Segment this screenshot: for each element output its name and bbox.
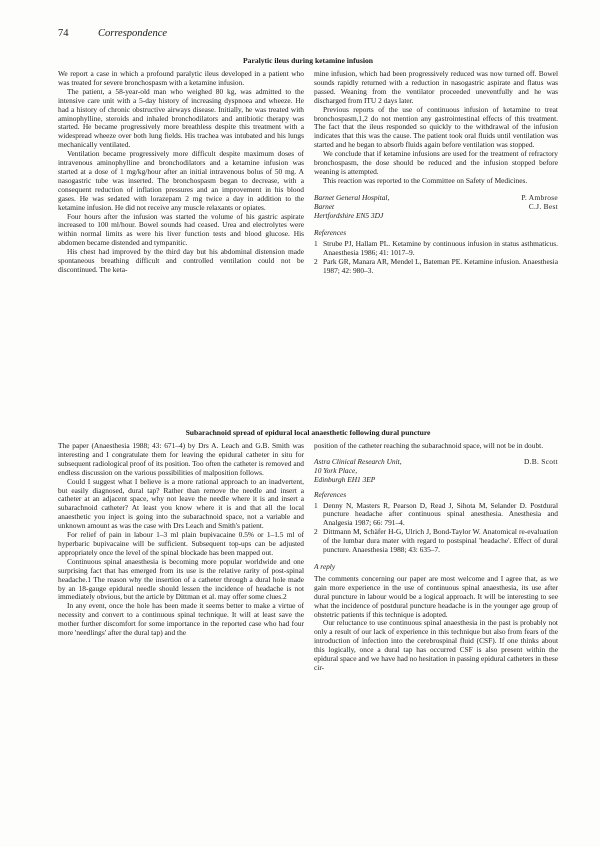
article-2-right-column: [314, 442, 558, 673]
paragraph: The patient, a 58-year-old man who weighed 80 kg, was admitted to the intensive care unit with a 5-day history of increasing dyspnoea and wheeze. He had a history of chronic obstructive airways disease. Initially, he was treated with aminophylline, steroids and inhaled bronchodilators and antibiotic therapy was started. He became progressively more breathless despite this treatment with a widespread wheeze over both lung fields. His trachea was intubated and his lungs mechanically ventilated.: [58, 86, 304, 150]
references-heading: References: [314, 489, 347, 499]
paragraph: His chest had improved by the third day but his abdominal distension made spontaneous breathing difficult and controlled ventilation could not be discontinued. The keta-: [58, 247, 304, 274]
paragraph: We report a case in which a profound paralytic ileus developed in a patient who was treated for severe bronchospasm with a ketamine infusion.: [58, 69, 304, 87]
paragraph: Continuous spinal anaesthesia is becoming more popular worldwide and one surprising fact that has emerged from its use is the relative rarity of post-spinal headache.1 The reason why the insertion of a catheter through a dural hole made by an 18-gauge epidural needle should lessen the incidence of headache is not immediately obvious, but the article by Dittman et al. may offer some clues.2: [58, 556, 304, 602]
article-2-title: Subarachnoid spread of epidural local anaesthetic following dural puncture: [185, 428, 431, 437]
paragraph: For relief of pain in labour 1–3 ml plain bupivacaine 0.5% or 1–1.5 ml of hyperbaric bupivacaine will be sufficient. Subsequent top-ups can be adjusted appropriately once the level of the spinal blockade has been mapped out.: [58, 530, 304, 557]
author-address-line: Edinburgh EH1 3EP: [314, 474, 376, 484]
reply-heading: A reply: [314, 561, 336, 571]
references-heading: References: [314, 227, 347, 237]
author-name: P. Ambrose: [521, 192, 558, 202]
paragraph: We conclude that if ketamine infusions are used for the treatment of refractory bronchospasm, the dose should be reduced and the infusion stopped before weaning is attempted.: [314, 149, 558, 176]
author-address-line: Hertfordshire EN5 3DJ: [314, 210, 384, 220]
author-address-line: 10 York Place,: [314, 465, 358, 475]
article-1-left-column: [58, 70, 304, 275]
paragraph: Could I suggest what I believe is a more rational approach to an inadvertent, but easily diagnosed, dural tap? Rather than remove the needle and insert a catheter at an adjacent space, why not leave the needle where it is and insert a subarachnoid catheter? At least you know where it is and that all the local anaesthetic you inject is going into the subarachnoid space, not a variable and unknown amount as was the case with Drs Leach and Smith's patient.: [58, 476, 304, 531]
article-1-title: Paralytic ileus during ketamine infusion: [243, 56, 373, 65]
paragraph: The paper (Anaesthesia 1988; 43: 671–4) by Drs A. Leach and G.B. Smith was interesting and I congratulate them for leaving the epidural catheter in situ for subsequent radiological proof of its position. Too often the catheter is removed and endless discussion on the various possibilities of malposition follows.: [58, 441, 304, 477]
article-2-left-column: [58, 442, 304, 638]
author-address-line: Barnet General Hospital, P. Ambrose: [314, 192, 558, 202]
paragraph: Our reluctance to use continuous spinal anaesthesia in the past is probably not only a result of our lack of experience in this technique but also from fears of the introduction of infection into the cerebrospinal fluid (CSF). If one thinks about this logically, once a dural tap has occurred CSF is also present within the epidural space and we have had no hesitation in passing epidural catheters in these cir-: [314, 618, 559, 672]
paragraph: Ventilation became progressively more difficult despite maximum doses of intravenous aminophylline and bronchodilators and a ketamine infusion was started at a dose of 1 mg/kg/hour after an initial intravenous bolus of 50 mg. A nasogastric tube was inserted. The bronchospasm began to decrease, with a consequent reduction of inflation pressures and an improvement in his blood gases. He was sedated with lorazepam 2 mg twice a day in addition to the ketamine infusion. He did not receive any muscle relaxants or opiates.: [58, 149, 304, 212]
article-1-right-column: [314, 70, 558, 276]
author-address-line: Astra Clinical Research Unit, D.B. Scott: [314, 456, 558, 466]
author-name: C.J. Best: [528, 201, 558, 211]
paragraph: The comments concerning our paper are most welcome and I agree that, as we gain more experience in the use of continuous spinal anaesthesia, its use after dural puncture in labour would be a logical approach. It will be interesting to see what the incidence of postdural puncture headache is in the younger age group of obstetric patients if this technique is adopted.: [314, 573, 558, 619]
paragraph: Previous reports of the use of continuous infusion of ketamine to treat bronchospasm,1,2 do not mention any gastrointestinal effects of this treatment. The fact that the ileus responded so quickly to the withdrawal of the infusion indicates that this was the cause. The patient took oral fluids until ventilation was started and he began to absorb fluids again before ventilation was stopped.: [314, 104, 558, 150]
running-header: [58, 28, 167, 39]
paragraph: mine infusion, which had been progressively reduced was now turned off. Bowel sounds rapidly returned with a reduction in nasogastric aspirate and flatus was passed. Weaning from the ventilator proceeded uneventfully and he was discharged from ITU 2 days later.: [314, 69, 558, 105]
paragraph: position of the catheter reaching the subarachnoid space, will not be in doubt.: [314, 441, 544, 450]
author-name: D.B. Scott: [523, 456, 558, 466]
section-title: Correspondence: [98, 28, 168, 39]
reference-item: 1 Strube PJ, Hallam PL. Ketamine by continuous infusion in status asthmaticus. Anaesthesia 1986; 41: 1017–9.: [314, 239, 558, 258]
paragraph: In any event, once the hole has been made it seems better to make a virtue of necessity and convert to a continuous spinal technique. It will at least save the mother further discomfort for some importance in the reported case who had four more 'needlings' after the dural tap) and the: [58, 601, 304, 638]
author-address-line: Barnet C.J. Best: [314, 201, 558, 211]
reference-item: 2 Park GR, Manara AR, Mendel L, Bateman PE. Ketamine infusion. Anaesthesia 1987; 42: 980–3.: [314, 257, 558, 276]
page-number: 74: [58, 28, 69, 39]
paragraph: Four hours after the infusion was started the volume of his gastric aspirate increased to 100 ml/hour. Bowel sounds had ceased. Urea and electrolytes were within normal limits as were his liver function tests and blood glucose. His abdomen became distended and tympanitic.: [58, 211, 304, 248]
paragraph: This reaction was reported to the Committee on Safety of Medicines.: [323, 175, 528, 185]
reference-item: 1 Denny N, Masters R, Pearson D, Read J, Sihota M, Selander D. Postdural puncture headache after continuous spinal anesthesia. Anesthesia and Analgesia 1987; 66: 791–4.: [314, 500, 558, 528]
reference-item: 2 Dittmann M, Schäfer H-G, Ulrich J, Bond-Taylor W. Anatomical re-evaluation of the lumbar dura mater with regard to postspinal 'headache'. Effect of dural puncture. Anaesthesia 1988; 43: 635–7.: [314, 527, 558, 555]
